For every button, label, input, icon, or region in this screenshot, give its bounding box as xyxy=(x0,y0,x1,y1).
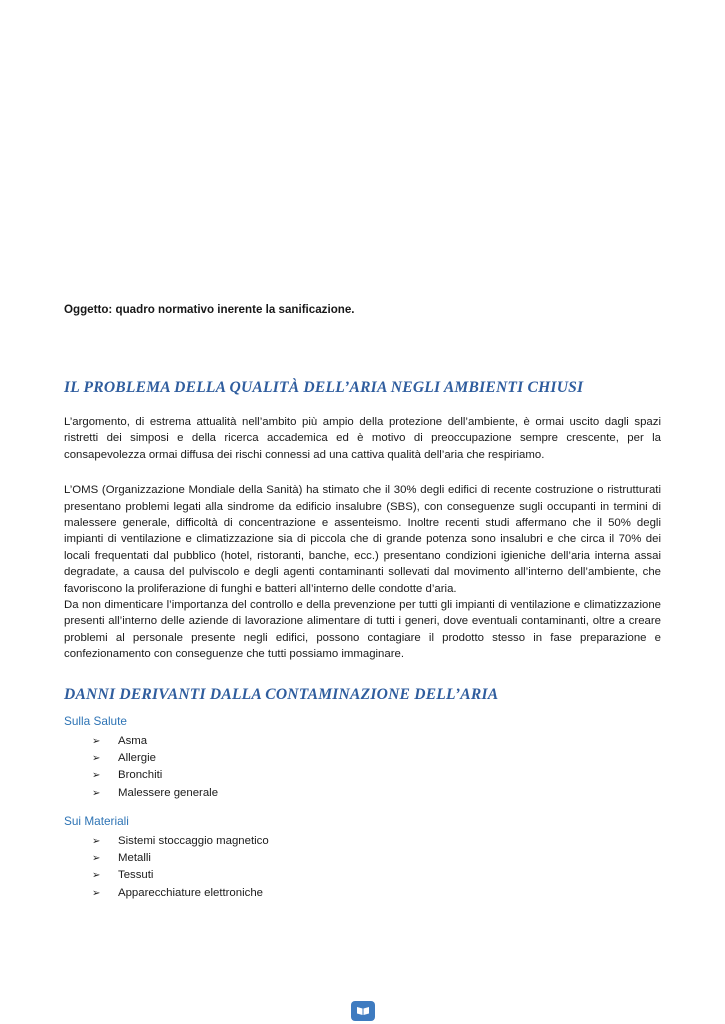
list-item xyxy=(64,885,661,902)
arrow-bullet-icon: ➢ xyxy=(92,870,101,882)
arrow-bullet-icon: ➢ xyxy=(92,835,101,847)
paragraph-prevention: Da non dimenticare l’importanza del controllo e della prevenzione per tutti gli impianti di ventilazione e climatizzazione presenti all’interno delle aziende di lavorazione alimentare di tutti i generi, dove eventuali contaminanti, oltre a creare problemi al personale presente negli edifici, possono contagiare il prodotto stesso in fase preparazione e confezionamento con conseguenze che tutti possiamo immaginare. xyxy=(64,599,661,661)
list-materials xyxy=(64,833,661,902)
list-item-label: Metalli xyxy=(118,852,151,865)
list-item xyxy=(64,850,661,867)
arrow-bullet-icon: ➢ xyxy=(92,770,101,782)
list-item xyxy=(64,833,661,850)
list-health xyxy=(64,733,661,802)
list-item-label: Bronchiti xyxy=(118,769,163,782)
list-item-label: Tessuti xyxy=(118,869,154,882)
paragraph-intro: L’argomento, di estrema attualità nell’ambito più ampio della protezione dell’ambiente, è ormai uscito dagli spazi ristretti dei simposi e della ricerca accademica ed è motivo di preoccupazione sempre crescente, per la consapevolezza ormai diffusa dei rischi connessi ad una cattiva qualità dell’aria che respiriamo. xyxy=(64,416,661,461)
list-item-label: Asma xyxy=(118,734,148,747)
arrow-bullet-icon: ➢ xyxy=(92,787,101,799)
list-title-materials: Sui Materiali xyxy=(64,813,129,828)
list-item xyxy=(64,767,661,784)
list-title-health: Sulla Salute xyxy=(64,713,127,728)
paragraph-block xyxy=(64,482,661,662)
subject-line: Oggetto: quadro normativo inerente la sanificazione. xyxy=(64,303,355,316)
book-glyph-icon xyxy=(356,1006,370,1016)
list-item xyxy=(64,785,661,802)
arrow-bullet-icon: ➢ xyxy=(92,887,101,899)
arrow-bullet-icon: ➢ xyxy=(92,752,101,764)
list-item xyxy=(64,867,661,884)
list-item xyxy=(64,733,661,750)
list-item-label: Sistemi stoccaggio magnetico xyxy=(118,834,269,847)
list-item-label: Malessere generale xyxy=(118,786,219,799)
arrow-bullet-icon: ➢ xyxy=(92,853,101,865)
list-item xyxy=(64,750,661,767)
section-heading-damages: DANNI DERIVANTI DALLA CONTAMINAZIONE DELL’ARIA xyxy=(64,685,499,703)
list-item-label: Allergie xyxy=(118,751,156,764)
list-item-label: Apparecchiature elettroniche xyxy=(118,886,264,899)
viewer-logo-icon xyxy=(351,1001,375,1021)
arrow-bullet-icon: ➢ xyxy=(92,735,101,747)
section-heading-air-quality: IL PROBLEMA DELLA QUALITÀ DELL’ARIA NEGLI AMBIENTI CHIUSI xyxy=(64,379,584,396)
paragraph-oms: L’OMS (Organizzazione Mondiale della Sanità) ha stimato che il 30% degli edifici di recente costruzione o ristrutturati presentano problemi legati alla sindrome da edificio insalubre (SBS), con conseguenze sugli occupanti in termini di malessere generale, difficoltà di concentrazione e assenteismo. Inoltre recenti studi affermano che il 50% degli impianti di ventilazione e climatizzazione sia di piccola che di grande potenza sono insalubri e che circa il 70% dei locali frequentati dal pubblico (hotel, ristoranti, banche, ecc.) presentano condizioni igieniche dell’aria interna assai degradate, a causa del pulviscolo e degli agenti contaminanti sollevati dal movimento all’interno dell’ambiente, che favoriscono la proliferazione di funghi e batteri all’interno delle condotte d’aria. xyxy=(64,484,661,595)
